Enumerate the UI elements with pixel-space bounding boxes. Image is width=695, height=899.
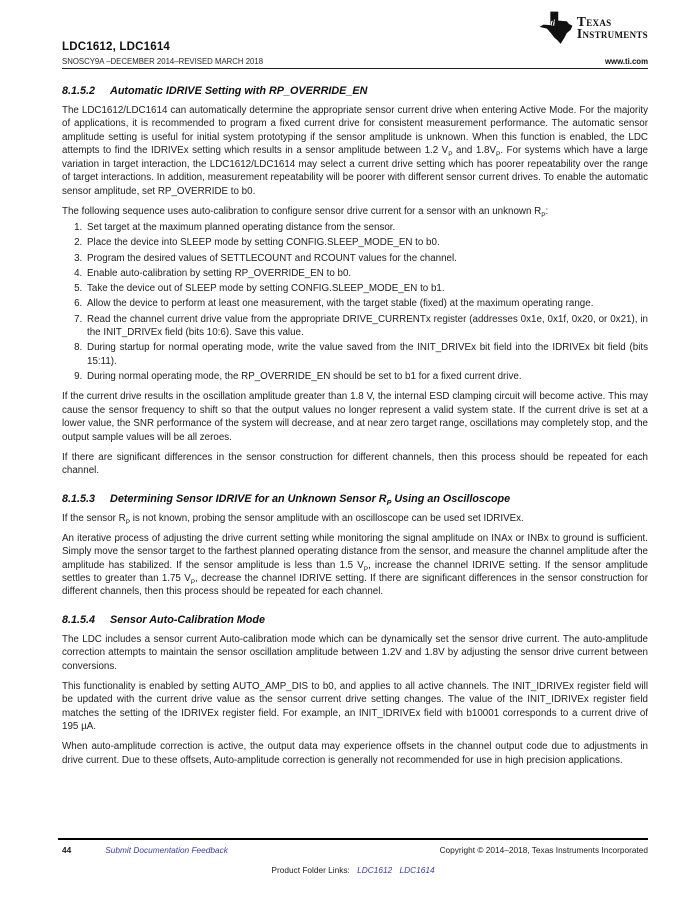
list-item: 7. Read the channel current drive value from the appropriate DRIVE_CURRENTx register (addresses 0x1e, 0x1f, 0x20, or 0x21), in the INIT_DRIVEx field (bits 10:6). Save this value. xyxy=(85,313,648,340)
section-number: 8.1.5.4 xyxy=(62,613,96,626)
steps-list xyxy=(62,221,648,383)
ti-monogram: ti xyxy=(550,17,555,28)
section-title: Automatic IDRIVE Setting with RP_OVERRIDE_EN xyxy=(110,85,368,97)
section-heading-8154 xyxy=(62,614,648,626)
section-number: 8.1.5.3 xyxy=(62,492,96,505)
copyright-text: Copyright © 2014–2018, Texas Instruments Incorporated xyxy=(439,845,648,855)
paragraph: This functionality is enabled by setting AUTO_AMP_DIS to b0, and applies to all active channels. The INIT_IDRIVEx register field will be updated with the current drive value as the sensor current drive setting changes. The value of the INIT_IDRIVEx register field matches the setting of the IDRIVEx register field. For example, an INIT_IDRIVEx field with b10001 corresponds to a current drive of 195 µA. xyxy=(62,680,648,733)
section-number: 8.1.5.2 xyxy=(62,85,96,97)
list-item: 4. Enable auto-calibration by setting RP_OVERRIDE_EN to b0. xyxy=(85,267,648,280)
product-link-ldc1614[interactable]: LDC1614 xyxy=(399,865,435,875)
product-folder-links xyxy=(58,865,648,875)
section-title: Determining Sensor IDRIVE for an Unknown Sensor $R_P$ Using an Oscilloscope xyxy=(110,492,511,507)
paragraph: If the current drive results in the oscillation amplitude greater than 1.8 V, the internal ESD clamping circuit will become active. This may cause the sensor frequency to shift so that the output values no longer represent a valid system state. If the current drive is set at a lower value, the SNR performance of the system will decrease, and at near zero target range, oscillations may completely stop, and the output sample values will be all zeroes. xyxy=(62,391,648,443)
document-code: SNOSCY9A –DECEMBER 2014–REVISED MARCH 2018 xyxy=(62,57,264,66)
paragraph: When auto-amplitude correction is active, the output data may experience offsets in the channel output code due to adjustments in drive current. Due to these offsets, Auto-amplitude correction is generally not recommended for use in high precision applications. xyxy=(62,741,648,766)
list-item: 9. During normal operating mode, the RP_OVERRIDE_EN should be set to b1 for a fixed current drive. xyxy=(85,370,648,383)
logo-line-instruments: Instruments xyxy=(576,26,648,41)
list-item: 5. Take the device out of SLEEP mode by setting CONFIG.SLEEP_MODE_EN to b1. xyxy=(85,282,648,295)
paragraph: If the sensor $R_P$ is not known, probing the sensor amplitude with an oscilloscope can be used set IDRIVEx. xyxy=(62,512,524,526)
page-number: 44 xyxy=(62,845,72,855)
paragraph: The LDC1612/LDC1614 can automatically determine the appropriate sensor current drive when entering Active Mode. For the majority of applications, it is recommended to program a fixed current drive for consistent measurement performance. The automatic sensor amplitude setting is useful for initial system prototyping if the sensor amplitude is unknown. When this function is enabled, the LDC attempts to find the IDRIVEx setting which results in a sensor amplitude between 1.2 $V_P$ and $1.8V_P$. For systems which have a large variation in target interaction, the LDC1612/LDC1614 may select a current drive setting which has poorer repeatability over the range of target interactions. In addition, measurement repeatability will be poorer with different sensor current drives. To enable the automatic sensor amplitude, set RP_OVERRIDE to b0. xyxy=(62,105,649,197)
submit-feedback-link[interactable]: Submit Documentation Feedback xyxy=(105,845,228,855)
list-item: 8. During startup for normal operating mode, write the value saved from the INIT_DRIVEx bit field into the IDRIVEx bit field (bits 15:11). xyxy=(85,341,648,368)
header-rule xyxy=(62,68,648,69)
part-number-title: LDC1612, LDC1614 xyxy=(62,41,171,53)
page-footer xyxy=(58,838,648,875)
ti-website-link[interactable]: www.ti.com xyxy=(604,57,648,66)
logo-line-texas: Texas xyxy=(576,13,612,29)
list-item: 1. Set target at the maximum planned operating distance from the sensor. xyxy=(85,221,648,234)
list-item: 3. Program the desired values of SETTLECOUNT and RCOUNT values for the channel. xyxy=(85,252,648,265)
list-item: 6. Allow the device to perform at least one measurement, with the target stable (fixed) at the maximum operating range. xyxy=(85,297,648,310)
paragraph: An iterative process of adjusting the drive current setting while monitoring the signal amplitude on INAx or INBx to ground is sufficient. Simply move the sensor target to the farthest planned operating distance from the sensor, and measure the channel amplitude after the amplitude has stabilized. If the sensor amplitude is less than 1.5 $V_P$, increase the channel IDRIVE setting. If the sensor amplitude settles to greater than 1.75 $V_P$, decrease the channel IDRIVE setting. If there are significant differences in the sensor construction for different channels, then this process should be repeated for each channel. xyxy=(62,532,648,598)
product-links-label: Product Folder Links: xyxy=(271,865,350,875)
paragraph: The LDC includes a sensor current Auto-calibration mode which can be dynamically set the sensor drive current. The auto-amplitude correction attempts to maintain the sensor oscillation amplitude between 1.2V and 1.8V by adjusting the sensor drive current between conversions. xyxy=(62,633,648,672)
footer-rule xyxy=(58,838,648,840)
section-heading-8153 xyxy=(62,493,648,505)
product-link-ldc1612[interactable]: LDC1612 xyxy=(357,865,393,875)
section-heading-8152 xyxy=(62,85,648,97)
section-title: Sensor Auto-Calibration Mode xyxy=(110,613,265,626)
list-intro: The following sequence uses auto-calibration to configure sensor drive current for a sensor with an unknown $R_P$: xyxy=(62,205,549,219)
list-item: 2. Place the device into SLEEP mode by setting CONFIG.SLEEP_MODE_EN to b0. xyxy=(85,236,648,249)
paragraph: If there are significant differences in the sensor construction for different channels, then this process should be repeated for each channel. xyxy=(62,451,648,477)
